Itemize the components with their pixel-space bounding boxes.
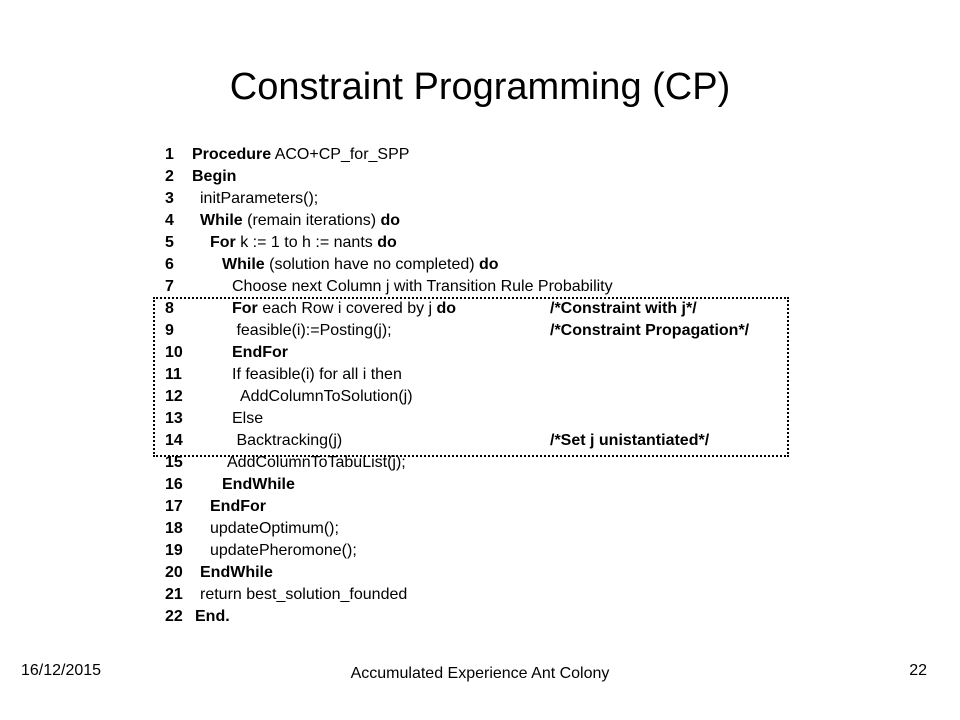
constraint-highlight-box (153, 297, 789, 457)
line-number: 18 (165, 520, 183, 537)
keyword: EndWhile (222, 476, 295, 493)
code-text: feasible(i):=Posting(j); (232, 322, 392, 339)
line-number: 1 (165, 146, 174, 163)
keyword: EndFor (210, 498, 266, 515)
line-number: 17 (165, 498, 183, 515)
line-number: 9 (165, 322, 174, 339)
keyword: For (210, 234, 236, 251)
code-text: (solution have no completed) (264, 256, 480, 273)
line-number: 3 (165, 190, 174, 207)
footer-page-number: 22 (909, 662, 927, 679)
keyword: do (436, 300, 457, 317)
code-text: return best_solution_founded (200, 586, 408, 603)
line-code (192, 166, 236, 188)
line-number: 14 (165, 432, 183, 449)
code-text: ACO+CP_for_SPP (271, 146, 410, 163)
keyword: End. (195, 608, 230, 625)
line-comment: /*Constraint Propagation*/ (550, 322, 750, 339)
code-text: updateOptimum(); (210, 520, 339, 537)
line-code (210, 496, 266, 518)
line-code (192, 144, 409, 166)
line-number: 13 (165, 410, 183, 427)
line-number: 2 (165, 168, 174, 185)
keyword: do (479, 256, 499, 273)
keyword: Begin (192, 168, 237, 185)
code-text: (remain iterations) (242, 212, 381, 229)
line-number: 10 (165, 344, 183, 361)
code-text: AddColumnToSolution(j) (232, 388, 413, 405)
line-number: 5 (165, 234, 174, 251)
line-code (200, 188, 318, 210)
code-text: updatePheromone(); (210, 542, 357, 559)
keyword: EndWhile (200, 564, 273, 581)
line-number: 15 (165, 454, 183, 471)
keyword: EndFor (232, 344, 288, 361)
code-text: Choose next Column j with Transition Rule Probability (232, 278, 613, 295)
line-number: 21 (165, 586, 183, 603)
keyword: do (380, 212, 401, 229)
line-comment: /*Constraint with j*/ (550, 300, 697, 317)
line-number: 11 (165, 366, 182, 383)
code-text: Else (232, 410, 264, 427)
line-code (222, 254, 499, 276)
code-text: If feasible(i) for all i then (232, 366, 402, 383)
footer-date: 16/12/2015 (21, 662, 102, 679)
line-number: 22 (165, 608, 183, 625)
line-code (210, 518, 339, 540)
line-number: 12 (165, 388, 183, 405)
line-number: 19 (165, 542, 183, 559)
line-code (210, 540, 357, 562)
code-text: initParameters(); (200, 190, 319, 207)
line-code (200, 584, 407, 606)
line-number: 8 (165, 300, 174, 317)
slide-title: Constraint Programming (CP) (229, 66, 731, 108)
code-text: Backtracking(j) (232, 432, 343, 449)
keyword: While (200, 212, 243, 229)
line-code (200, 562, 273, 584)
line-number: 20 (165, 564, 183, 581)
line-comment: /*Set j unistantiated*/ (550, 432, 710, 449)
keyword: Procedure (192, 146, 272, 163)
line-code (210, 232, 397, 254)
line-code (195, 606, 230, 628)
line-number: 16 (165, 476, 183, 493)
keyword: While (222, 256, 265, 273)
keyword: For (232, 300, 258, 317)
line-number: 7 (165, 278, 174, 295)
code-text: k := 1 to h := nants (235, 234, 378, 251)
code-text: each Row i covered by j (257, 300, 437, 317)
line-number: 6 (165, 256, 174, 273)
line-code (200, 210, 400, 232)
footer-presentation-title: Accumulated Experience Ant Colony (350, 665, 610, 682)
line-number: 4 (165, 212, 174, 229)
code-text: AddColumnToTabuList(j); (227, 454, 406, 471)
keyword: do (377, 234, 397, 251)
line-code (232, 276, 613, 298)
line-code (222, 474, 295, 496)
